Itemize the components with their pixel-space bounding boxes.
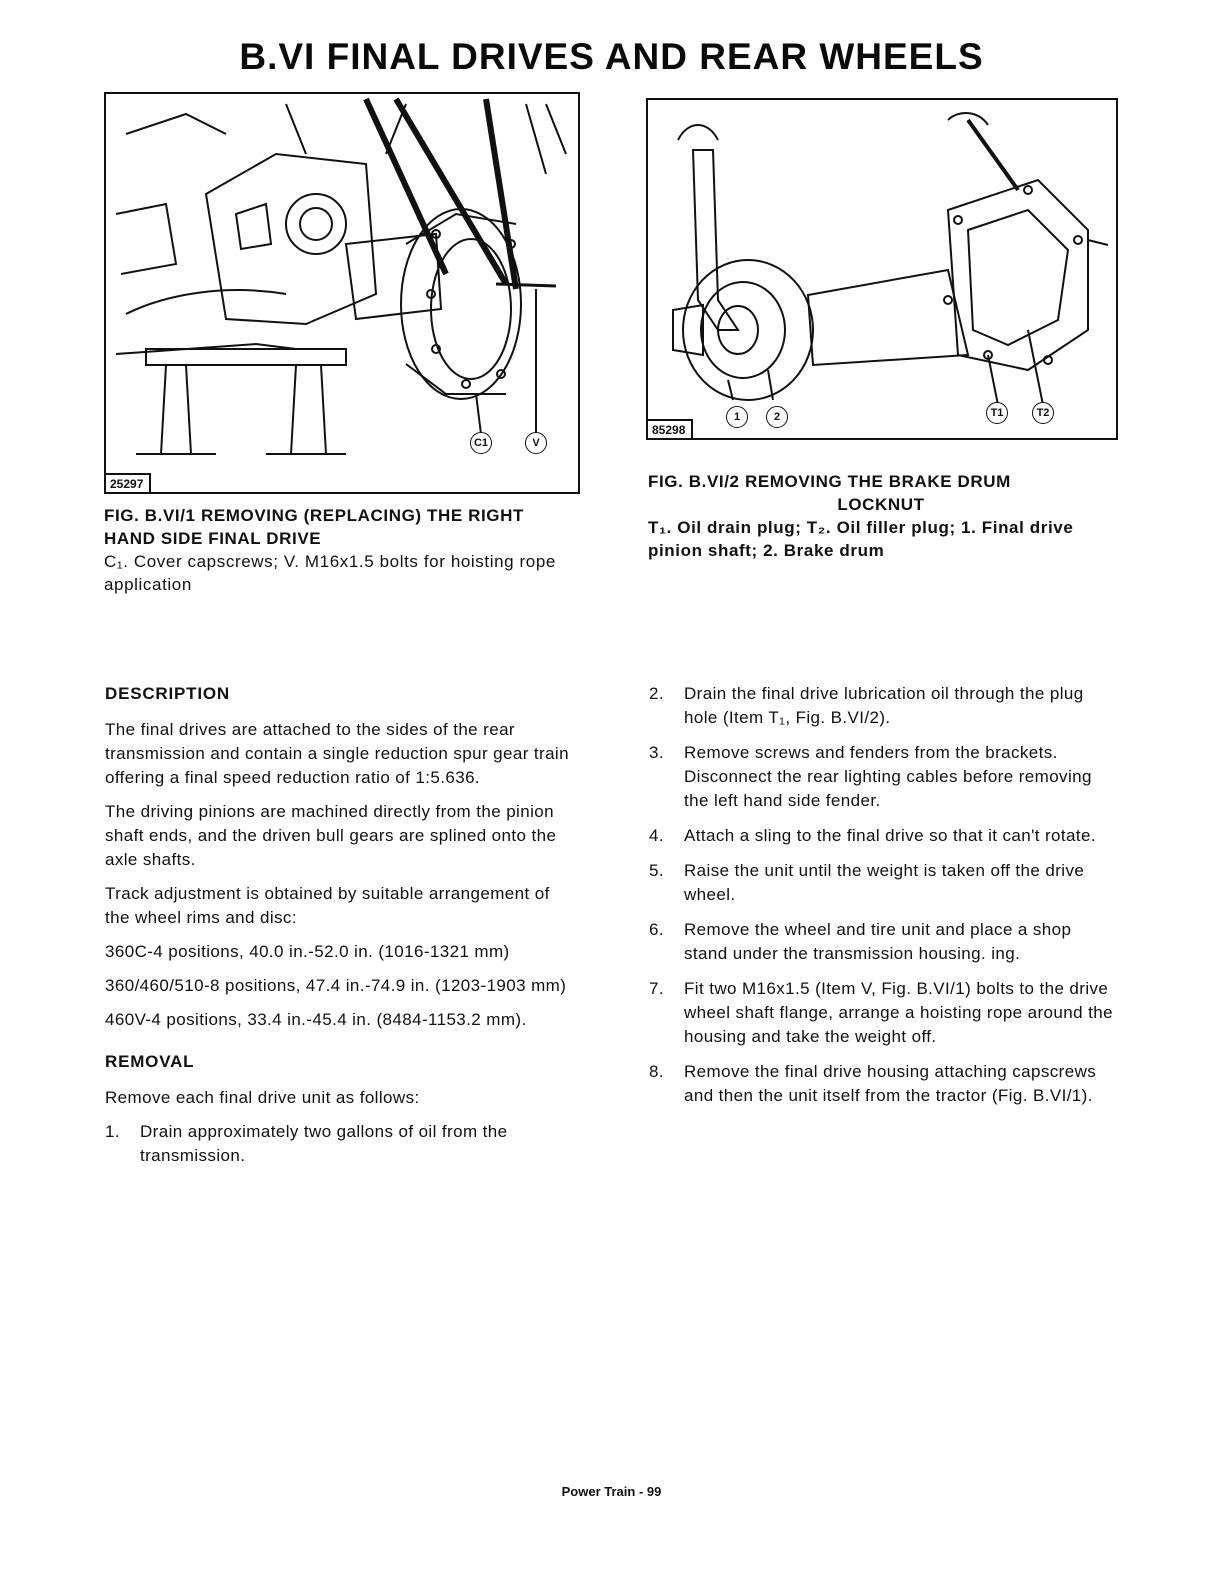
figure-2-caption-title: FIG. B.VI/2 REMOVING THE BRAKE DRUM xyxy=(648,472,1011,491)
removal-heading: REMOVAL xyxy=(105,1052,195,1071)
step-number: 8. xyxy=(649,1062,664,1081)
figure-1-number: 25297 xyxy=(106,473,151,492)
step-number: 3. xyxy=(649,743,664,762)
description-paragraph: The driving pinions are machined directly from the pinion shaft ends, and the driven bull gears are splined onto the axle shafts. xyxy=(105,802,557,869)
removal-steps-right xyxy=(649,682,1117,1108)
description-heading: DESCRIPTION xyxy=(105,684,230,703)
track-setting: 460V-4 positions, 33.4 in.-45.4 in. (8484-1153.2 mm). xyxy=(105,1010,527,1029)
figure-1-illustration xyxy=(104,92,580,494)
list-item xyxy=(649,859,1117,907)
list-item xyxy=(105,1120,575,1168)
removal-intro: Remove each final drive unit as follows: xyxy=(105,1088,420,1107)
step-text: Fit two M16x1.5 (Item V, Fig. B.VI/1) bolts to the drive wheel shaft flange, arrange a hoisting rope around the housing and take the weight off. xyxy=(684,979,1113,1046)
page-footer: Power Train - 99 xyxy=(561,1484,662,1499)
callout-1: 1 xyxy=(726,406,748,428)
step-text: Drain approximately two gallons of oil from the transmission. xyxy=(140,1122,508,1165)
track-setting: 360C-4 positions, 40.0 in.-52.0 in. (1016-1321 mm) xyxy=(105,942,510,961)
list-item xyxy=(649,977,1117,1049)
step-number: 5. xyxy=(649,861,664,880)
removal-steps-left xyxy=(105,1120,575,1168)
step-text: Remove screws and fenders from the brackets. Disconnect the rear lighting cables before removing the left hand side fender. xyxy=(684,743,1092,810)
step-number: 6. xyxy=(649,920,664,939)
list-item xyxy=(649,824,1117,848)
step-number: 4. xyxy=(649,826,664,845)
figure-1-caption xyxy=(104,504,576,596)
step-number: 2. xyxy=(649,684,664,703)
final-drive-removal-drawing xyxy=(106,94,578,492)
description-paragraph: The final drives are attached to the sides of the rear transmission and contain a single reduction spur gear train offering a final speed reduction ratio of 1:5.636. xyxy=(105,720,569,787)
left-column xyxy=(105,682,575,1179)
list-item xyxy=(649,1060,1117,1108)
figure-2-caption-title-line2: LOCKNUT xyxy=(837,495,925,514)
figure-1-caption-text: C₁. Cover capscrews; V. M16x1.5 bolts for hoisting rope application xyxy=(104,552,556,594)
figure-2-number: 85298 xyxy=(648,419,693,438)
step-text: Remove the final drive housing attaching capscrews and then the unit itself from the tractor (Fig. B.VI/1). xyxy=(684,1062,1097,1105)
step-text: Drain the final drive lubrication oil through the plug hole (Item T₁, Fig. B.VI/2). xyxy=(684,684,1084,727)
list-item xyxy=(649,918,1117,966)
callout-c1: C1 xyxy=(470,432,492,454)
step-number: 1. xyxy=(105,1122,120,1141)
figure-2-illustration xyxy=(646,98,1118,440)
callout-t1: T1 xyxy=(986,402,1008,424)
step-text: Remove the wheel and tire unit and place a shop stand under the transmission housing. ing. xyxy=(684,920,1072,963)
figure-2-caption-text: T₁. Oil drain plug; T₂. Oil filler plug; 1. Final drive pinion shaft; 2. Brake drum xyxy=(648,518,1074,560)
step-text: Attach a sling to the final drive so that it can't rotate. xyxy=(684,826,1096,845)
brake-drum-locknut-drawing xyxy=(648,100,1116,438)
callout-v: V xyxy=(525,432,547,454)
step-number: 7. xyxy=(649,979,664,998)
figure-2-caption xyxy=(648,470,1114,562)
track-setting: 360/460/510-8 positions, 47.4 in.-74.9 in. (1203-1903 mm) xyxy=(105,976,567,995)
step-text: Raise the unit until the weight is taken off the drive wheel. xyxy=(684,861,1085,904)
page-title: B.VI FINAL DRIVES AND REAR WHEELS xyxy=(239,36,984,77)
list-item xyxy=(649,682,1117,730)
callout-t2: T2 xyxy=(1032,402,1054,424)
right-column xyxy=(649,682,1117,1119)
callout-2: 2 xyxy=(766,406,788,428)
list-item xyxy=(649,741,1117,813)
figure-1-caption-title: FIG. B.VI/1 REMOVING (REPLACING) THE RIGHT HAND SIDE FINAL DRIVE xyxy=(104,506,524,548)
description-paragraph: Track adjustment is obtained by suitable arrangement of the wheel rims and disc: xyxy=(105,884,550,927)
